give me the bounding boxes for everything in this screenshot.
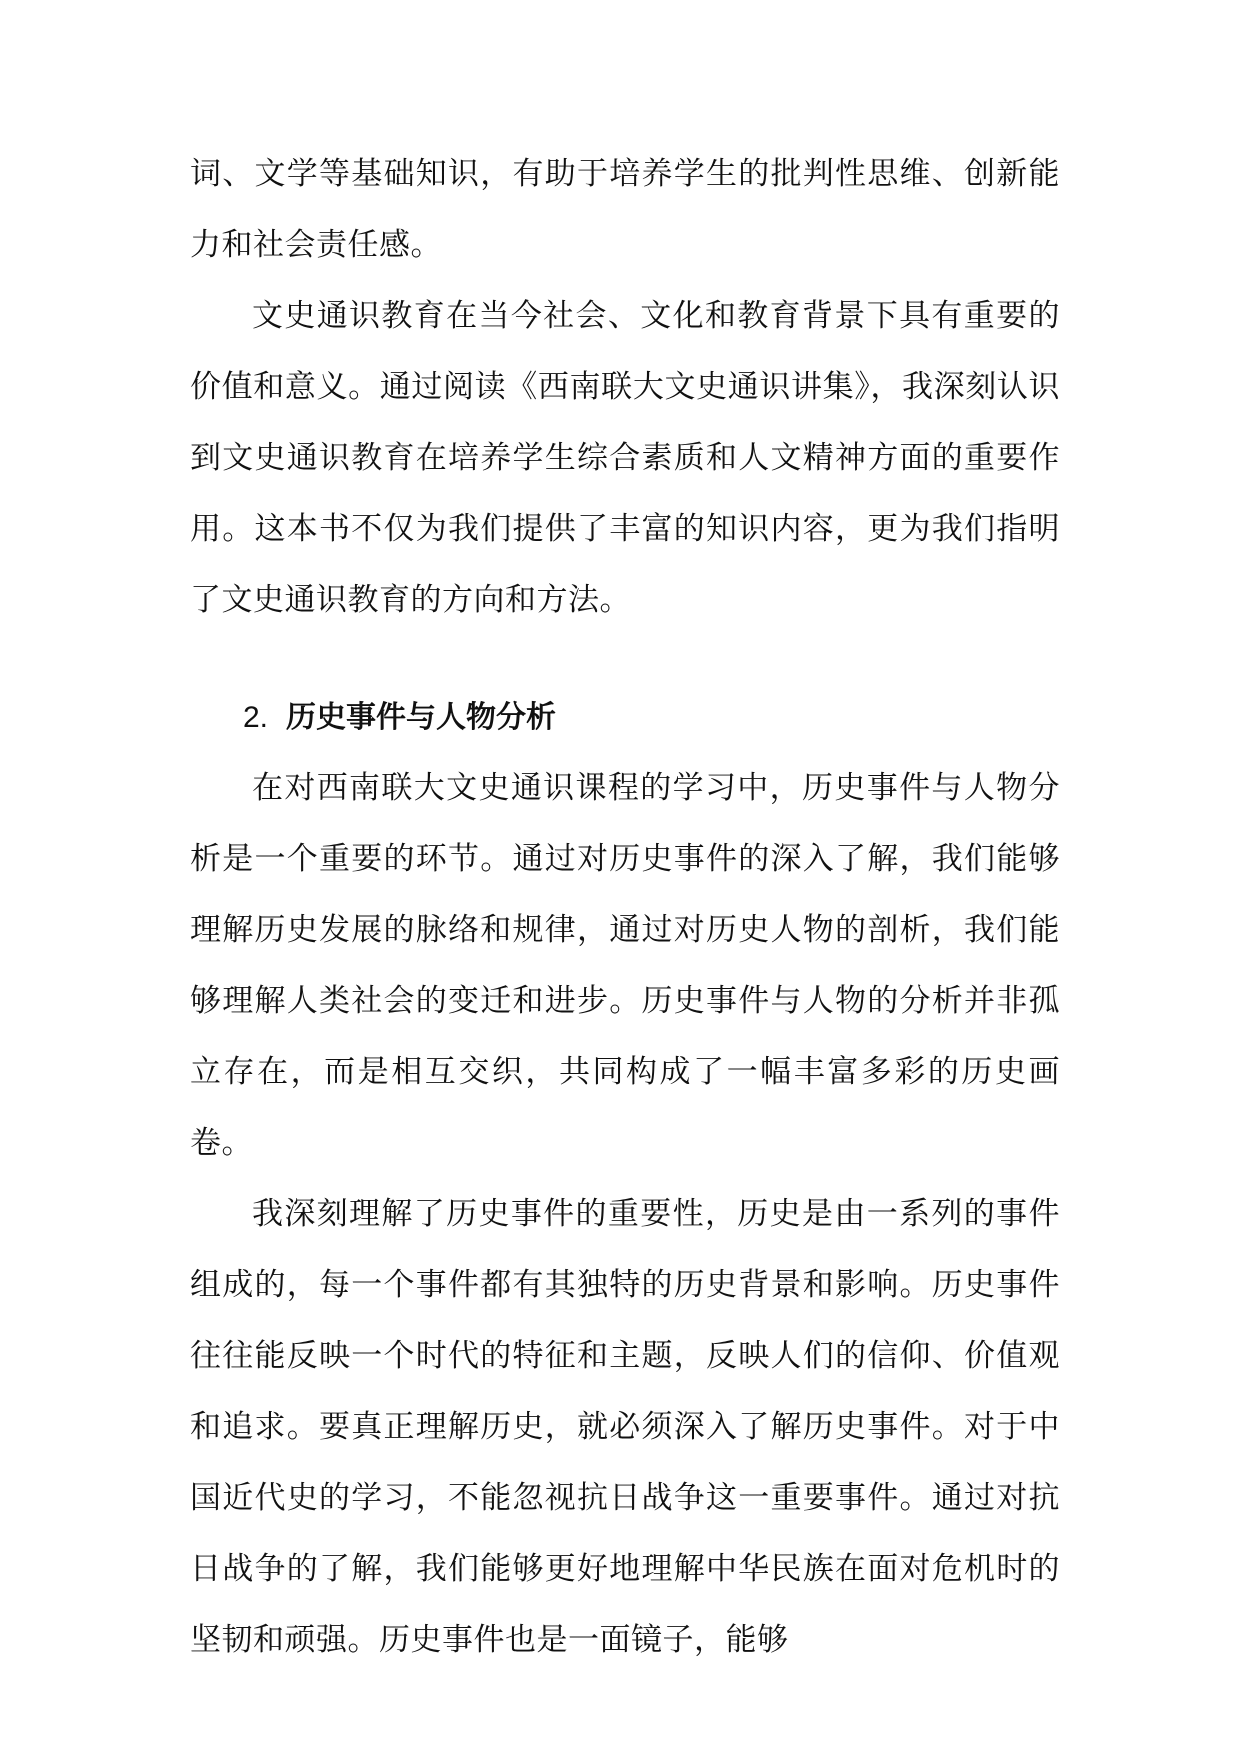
section-number: 2.	[243, 701, 269, 734]
paragraph-education-value: 文史通识教育在当今社会、文化和教育背景下具有重要的价值和意义。通过阅读《西南联大文史通识讲集》，我深刻认识到文史通识教育在培养学生综合素质和人文精神方面的重要作用。这本书不仅为我们提供了丰富的知识内容，更为我们指明了文史通识教育的方向和方法。	[190, 298, 1060, 618]
section-heading	[190, 682, 1060, 753]
paragraph-continued: 词、文学等基础知识，有助于培养学生的批判性思维、创新能力和社会责任感。	[190, 156, 1060, 263]
paragraph-history-events: 我深刻理解了历史事件的重要性，历史是由一系列的事件组成的，每一个事件都有其独特的历史背景和影响。历史事件往往能反映一个时代的特征和主题，反映人们的信仰、价值观和追求。要真正理解历史，就必须深入了解历史事件。对于中国近代史的学习，不能忽视抗日战争这一重要事件。通过对抗日战争的了解，我们能够更好地理解中华民族在面对危机时的坚韧和顽强。历史事件也是一面镜子，能够	[190, 1196, 1060, 1658]
paragraph-history-analysis: 在对西南联大文史通识课程的学习中，历史事件与人物分析是一个重要的环节。通过对历史事件的深入了解，我们能够理解历史发展的脉络和规律，通过对历史人物的剖析，我们能够理解人类社会的变迁和进步。历史事件与人物的分析并非孤立存在，而是相互交织，共同构成了一幅丰富多彩的历史画卷。	[190, 770, 1060, 1161]
section-title: 历史事件与人物分析	[286, 700, 557, 735]
document-body	[190, 139, 1060, 1676]
